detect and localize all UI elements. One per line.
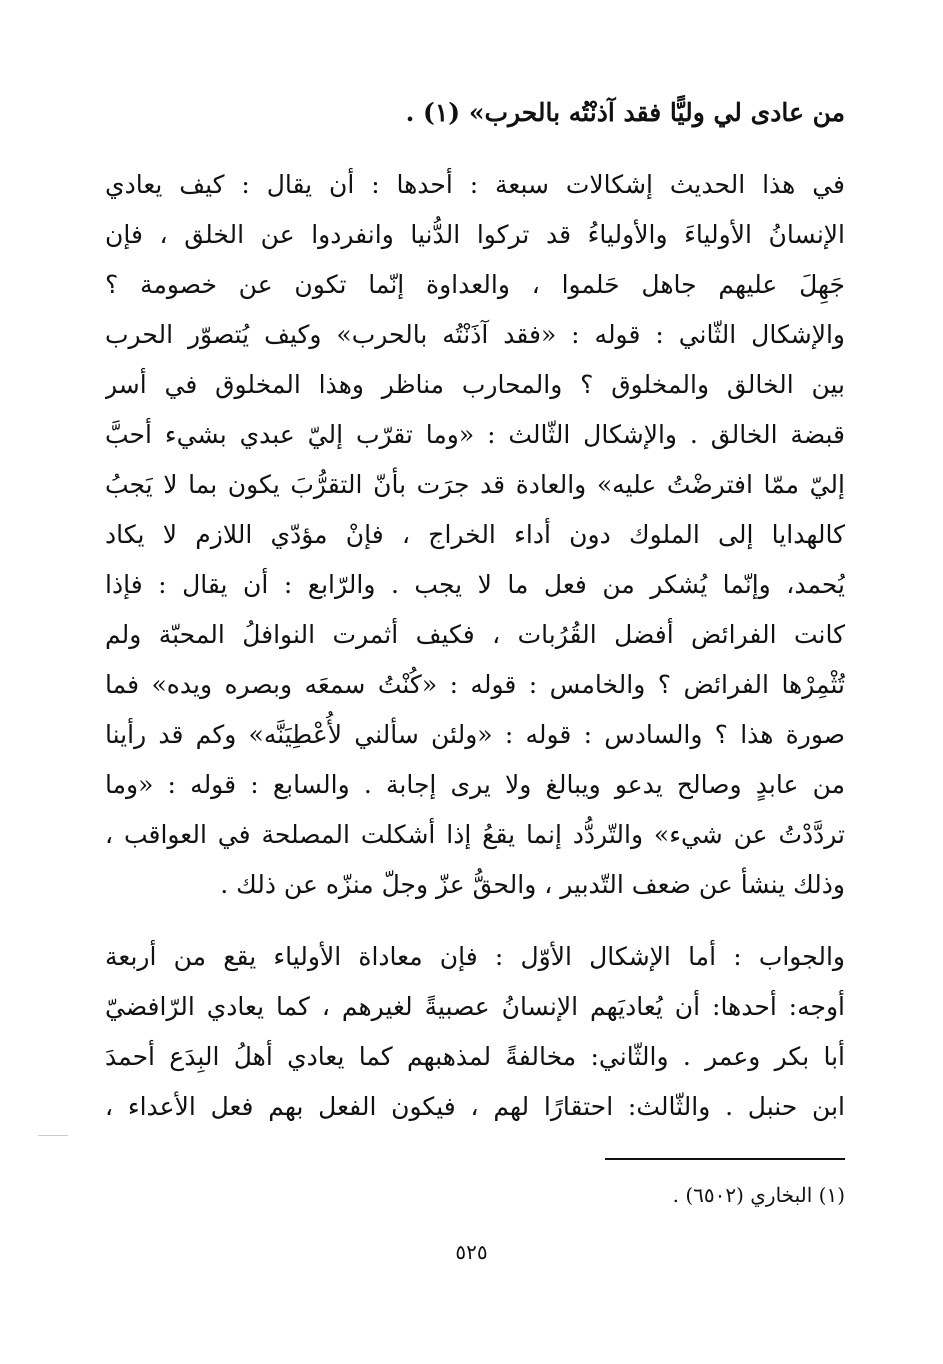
paragraph-problems — [105, 160, 845, 910]
text-line: من عابدٍ وصالح يدعو ويبالغ ولا يرى إجابة . والسابع : قوله : «وما — [105, 770, 845, 799]
text-line: يُحمد، وإنّما يُشكر من فعل ما لا يجب . والرّابع : أن يقال : فإذا — [105, 570, 845, 599]
text-line: والجواب : أما الإشكال الأوّل : فإن معاداة الأولياء يقع من أربعة — [105, 942, 845, 971]
page-number-text: ٥٢٥ — [455, 1240, 488, 1264]
paragraph-answer — [105, 932, 845, 1132]
text-line: ابن حنبل . والثّالث: احتقارًا لهم ، فيكون الفعل بهم فعل الأعداء ، — [105, 1092, 845, 1121]
text-line: في هذا الحديث إشكالات سبعة : أحدها : أن يقال : كيف يعادي — [105, 170, 845, 199]
text-line: إليّ ممّا افترضْتُ عليه» والعادة قد جرَت بأنّ التقرُّبَ يكون بما لا يَجبُ — [105, 470, 845, 499]
text-line: قبضة الخالق . والإشكال الثّالث : «وما تقرّب إليّ عبدي بشيء أحبَّ — [105, 420, 845, 449]
text-line: كالهدايا إلى الملوك دون أداء الخراج ، فإنْ مؤدّي اللازم لا يكاد — [105, 520, 845, 549]
text-line: بين الخالق والمخلوق ؟ والمحارب مناظر وهذا المخلوق في أسر — [105, 370, 845, 399]
text-line: وذلك ينشأ عن ضعف التّدبير ، والحقُّ عزّ وجلّ منزّه عن ذلك . — [220, 870, 845, 899]
text-line: أبا بكر وعمر . والثّاني: مخالفةً لمذهبهم كما يعادي أهلُ البِدَع أحمدَ — [105, 1042, 845, 1071]
text-line: جَهِلَ عليهم جاهل حَلموا ، والعداوة إنّما تكون عن خصومة ؟ — [105, 270, 845, 299]
margin-mark — [38, 1135, 68, 1136]
text-line: الإنسانُ الأولياءَ والأولياءُ قد تركوا الدُّنيا وانفردوا عن الخلق ، فإن — [105, 220, 845, 249]
paragraph-opening — [105, 88, 845, 138]
text-line: صورة هذا ؟ والسادس : قوله : «ولئن سألني لأُعْطِيَنَّه» وكم قد رأينا — [105, 720, 845, 749]
text-line: والإشكال الثّاني : قوله : «فقد آذَنْتُه بالحرب» وكيف يُتصوّر الحرب — [105, 320, 845, 349]
text-line: كانت الفرائض أفضل القُرُبات ، فكيف أثمرت النوافلُ المحبّة ولم — [105, 620, 845, 649]
footnote-divider — [605, 1158, 845, 1160]
text-line: أوجه: أحدها: أن يُعاديَهم الإنسانُ عصبيةً لغيرهم ، كما يعادي الرّافضيّ — [105, 992, 845, 1021]
page-number — [0, 1240, 943, 1264]
text-line: من عادى لي وليًّا فقد آذنْتُه بالحرب» (١) . — [405, 98, 845, 127]
text-line: تُثْمِرْها الفرائض ؟ والخامس : قوله : «كُنْتُ سمعَه وبصره ويده» فما — [105, 670, 845, 699]
footnote — [105, 1180, 845, 1210]
text-line: تردَّدْتُ عن شيء» والتّردُّد إنما يقعُ إذا أشكلت المصلحة في العواقب ، — [105, 820, 845, 849]
footnote-text: (١) البخاري (٦٥٠٢) . — [672, 1183, 845, 1207]
